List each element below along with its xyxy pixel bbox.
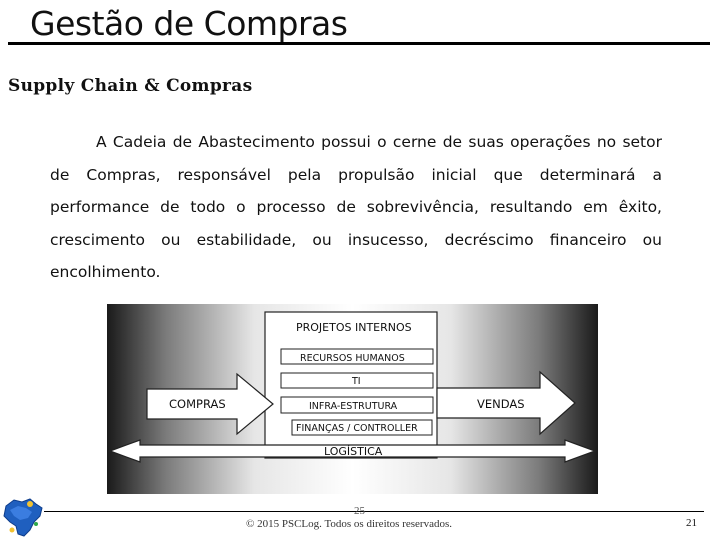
compras-label: COMPRAS [169, 397, 226, 411]
logistica-label: LOGÍSTICA [324, 445, 383, 458]
infra-estrutura-label: INFRA-ESTRUTURA [309, 401, 398, 412]
financas-label: FINANÇAS / CONTROLLER [296, 423, 418, 434]
footer-rule [44, 511, 704, 512]
recursos-humanos-label: RECURSOS HUMANOS [300, 353, 405, 364]
body-paragraph: A Cadeia de Abastecimento possui o cerne de suas operações no setor de Compras, responsável pela propulsão inicial que determinará a performance de todo o processo de sobrevivência, resultando em êxito, crescimento ou estabilidade, ou insucesso, decréscimo financeiro ou encolhimento. [50, 133, 662, 281]
projetos-internos-label: PROJETOS INTERNOS [296, 321, 412, 334]
ti-label: TI [352, 376, 361, 387]
diagram-canvas [107, 304, 598, 494]
slide-subtitle: Supply Chain & Compras [8, 76, 253, 96]
title-underline [8, 42, 710, 45]
supply-chain-diagram [107, 304, 598, 494]
vendas-label: VENDAS [477, 397, 525, 411]
copyright-notice: © 2015 PSCLog. Todos os direitos reservados. [246, 518, 452, 530]
slide-title: Gestão de Compras [30, 4, 348, 43]
brazil-map-logo-icon [0, 496, 46, 540]
center-slide-number: 25 [354, 505, 365, 517]
page-number: 21 [686, 517, 697, 529]
